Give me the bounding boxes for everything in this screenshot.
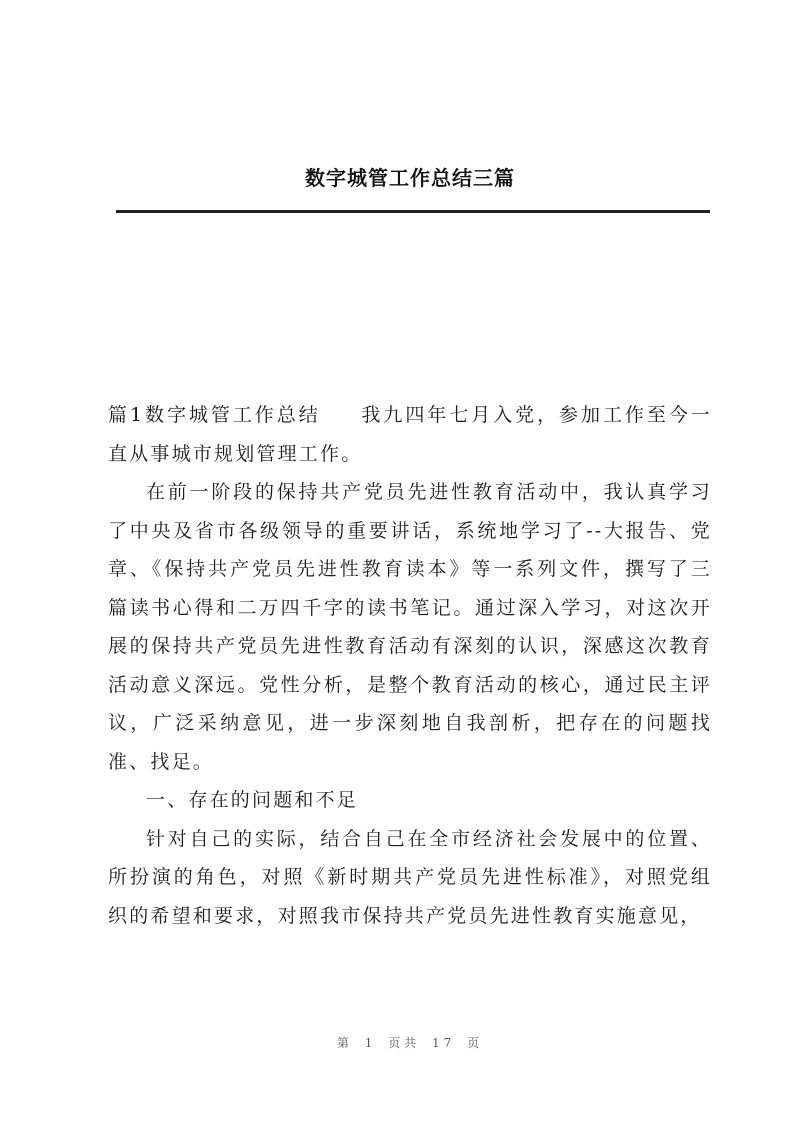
subsection-heading: 一、存在的问题和不足: [146, 789, 359, 811]
document-title: 数字城管工作总结三篇: [305, 166, 515, 190]
body-paragraph: 针对自己的实际，结合自己在全市经济社会发展中的位置、所扮演的角色，对照《新时期共产党员先进性标准》，对照党组织的希望和要求，对照我市保持共产党员先进性教育实施意见，: [108, 827, 712, 927]
footer-page-number: 1: [364, 1036, 377, 1050]
intro-text: 我九四年七月入党，参加工作至今一直从事城市规划管理工作。: [108, 404, 712, 465]
section-heading: 篇1数字城管工作总结: [108, 404, 321, 426]
footer-page-word: 第: [336, 1036, 353, 1050]
body-paragraph: 在前一阶段的保持共产党员先进性教育活动中，我认真学习了中央及省市各级领导的重要讲话，系统地学习了--大报告、党章、《保持共产党员先进性教育读本》等一系列文件，撰写了三篇读书心得和二万四千字的读书笔记。通过深入学习，对这次开展的保持共产党员先进性教育活动有深刻的认识，深感这次教育活动意义深远。党性分析，是整个教育活动的核心，通过民主评议，广泛采纳意见，进一步深刻地自我剖析，把存在的问题找准、找足。: [108, 481, 712, 773]
page-footer: [0, 1034, 800, 1051]
footer-page-suffix: 页: [467, 1036, 484, 1050]
title-underline: [116, 210, 710, 213]
footer-total-word: 页共: [388, 1036, 421, 1050]
footer-total-pages: 17: [432, 1036, 456, 1050]
document-body: [108, 396, 712, 935]
opening-paragraph: [108, 396, 712, 473]
